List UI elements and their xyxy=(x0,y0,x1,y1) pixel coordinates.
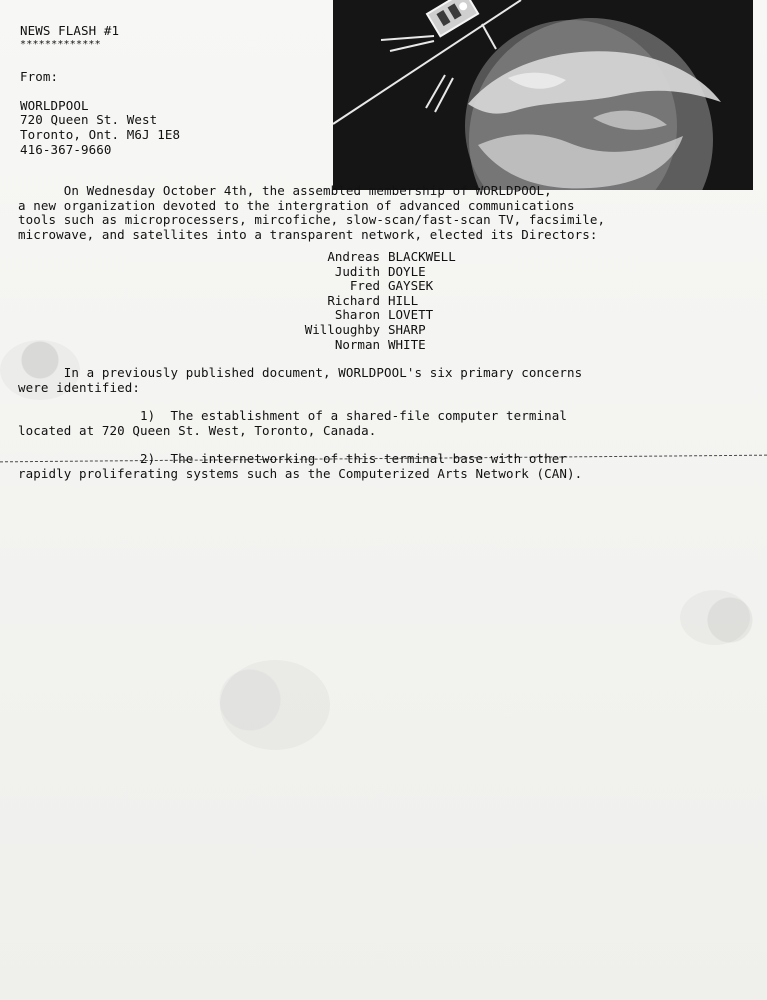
director-last-name: LOVETT xyxy=(388,307,434,323)
paragraph-line: On Wednesday October 4th, the assembled membership of WORLDPOOL, xyxy=(18,183,552,198)
organization-name: WORLDPOOL xyxy=(20,97,89,113)
title-underline-stars: ************* xyxy=(20,38,101,50)
address-line-1: 720 Queen St. West xyxy=(20,112,158,128)
concern-item-line: 1) The establishment of a shared-file computer terminal xyxy=(18,408,568,424)
director-last-name: BLACKWELL xyxy=(388,249,456,264)
concerns-intro-line: were identified: xyxy=(18,379,141,395)
director-first-name: Andreas xyxy=(327,249,380,264)
header-block xyxy=(20,24,180,157)
phone-number: 416-367-9660 xyxy=(20,141,112,157)
paragraph-line: tools such as microprocessers, mircofiche, slow-scan/fast-scan TV, facsimile, xyxy=(18,212,606,228)
concern-item-line: rapidly proliferating systems such as the Computerized Arts Network (CAN). xyxy=(18,465,583,481)
director-last-name: GAYSEK xyxy=(388,278,434,294)
director-last-name: DOYLE xyxy=(388,263,426,279)
director-last-name: HILL xyxy=(388,292,419,308)
paper-smudge xyxy=(220,660,330,750)
director-first-name: Richard xyxy=(327,292,380,308)
from-label: From: xyxy=(20,69,59,85)
satellite-earth-illustration xyxy=(333,0,753,190)
director-first-name: Judith xyxy=(334,263,380,279)
director-last-name: SHARP xyxy=(388,321,426,337)
address-line-2: Toronto, Ont. M6J 1E8 xyxy=(20,126,181,142)
paragraph-line: a new organization devoted to the intergration of advanced communications xyxy=(18,197,575,213)
director-first-name: Norman xyxy=(334,336,380,352)
paragraph-line: microwave, and satellites into a transparent network, elected its Directors: xyxy=(18,226,598,242)
concern-item-line: located at 720 Queen St. West, Toronto, Canada. xyxy=(18,422,377,438)
concern-item-line: 2) The internetworking of this terminal base with other xyxy=(18,451,568,467)
concerns-intro-line: In a previously published document, WORLDPOOL's six primary concerns xyxy=(18,365,583,380)
director-first-name: Fred xyxy=(349,278,380,294)
director-first-name: Sharon xyxy=(334,307,380,323)
directors-list xyxy=(292,250,508,352)
satellite-earth-image xyxy=(333,0,753,190)
news-title: NEWS FLASH #1 xyxy=(20,23,120,38)
director-last-name: WHITE xyxy=(388,336,426,352)
intro-paragraph xyxy=(18,184,758,242)
paper-smudge xyxy=(680,590,750,645)
director-first-name: Willoughby xyxy=(304,321,380,337)
